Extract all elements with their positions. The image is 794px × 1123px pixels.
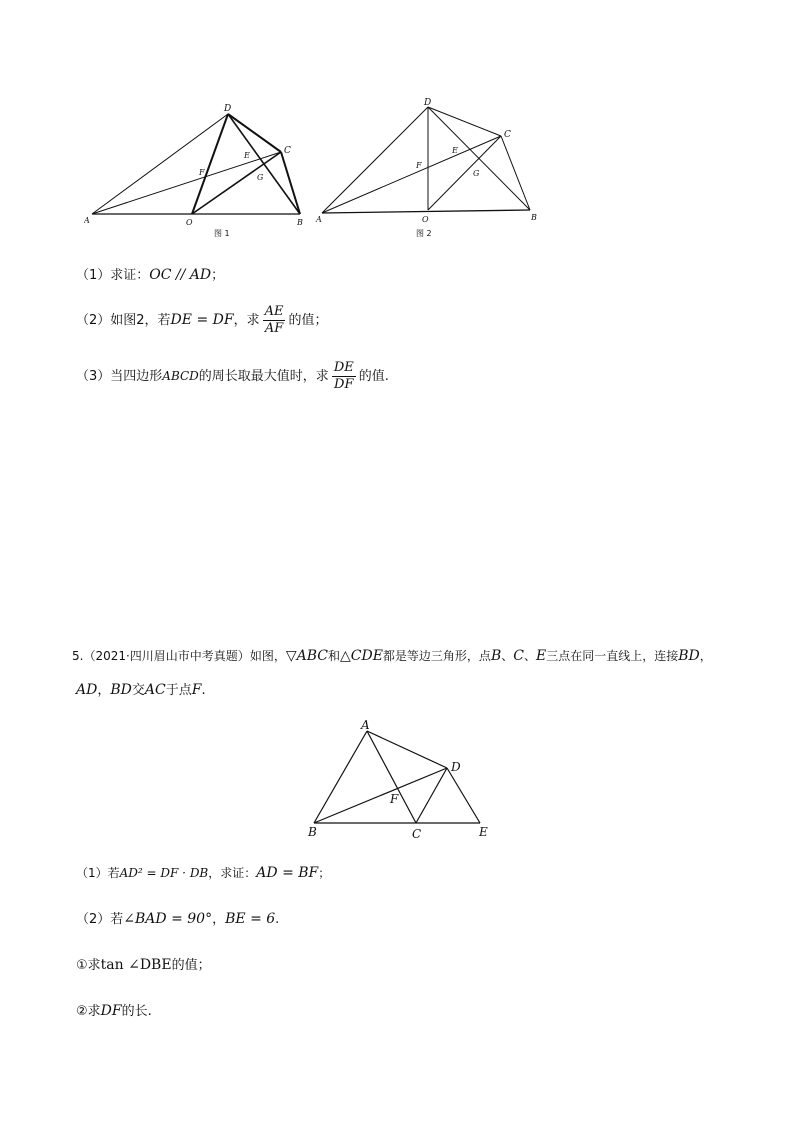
fig2-label-E: E xyxy=(452,146,458,155)
q4-part3-quad: ABCD xyxy=(162,369,199,383)
fig1-label-A: A xyxy=(84,216,90,225)
q5-part1-condition: AD² = DF · DB xyxy=(119,866,209,880)
q5-part2-sub1-expr: tan ∠DBE xyxy=(100,957,172,973)
fig1-label-F: F xyxy=(199,168,205,177)
q5-fig-label-C: C xyxy=(412,827,422,841)
q5-part1-goal: AD = BF xyxy=(256,865,319,881)
q4-part2-condition: DE = DF xyxy=(170,312,234,328)
figure-2 xyxy=(312,96,550,240)
fig1-label-D: D xyxy=(224,104,232,114)
q5-intro-line1: 5.（2021·四川眉山市中考真题）如图，▽ABC和△CDE都是等边三角形，点B、C、E三点在同一直线上，连接BD， xyxy=(72,648,712,664)
fig1-label-G: G xyxy=(257,173,264,182)
figure-q5 xyxy=(300,712,500,842)
q5-part2-condition-length: BE = 6 xyxy=(225,911,276,927)
q5-part2-condition-angle: ∠BAD = 90° xyxy=(123,911,213,927)
q4-part1: （1）求证：OC // AD； xyxy=(76,267,225,283)
q4-part3-fraction: $\frac{DE}{DF}$ xyxy=(333,360,354,392)
fig2-label-B: B xyxy=(531,213,537,222)
q5-part2-sub1: ①求tan ∠DBE的值； xyxy=(76,957,211,973)
fig2-caption: 图 2 xyxy=(416,229,432,238)
fig2-label-F: F xyxy=(416,161,422,170)
q5-fig-label-B: B xyxy=(308,825,317,839)
fig1-caption: 图 1 xyxy=(214,229,230,238)
q5-intro-line2: AD，BD交AC于点F. xyxy=(76,682,206,698)
fig1-label-C: C xyxy=(284,146,291,156)
fig2-label-A: A xyxy=(316,215,322,224)
q5-part1: （1）若AD² = DF · DB，求证：AD = BF； xyxy=(76,865,331,881)
q5-fig-label-F: F xyxy=(390,792,399,806)
q5-part2-sub2: ②求DF的长. xyxy=(76,1003,152,1019)
q5-fig-label-E: E xyxy=(479,825,488,839)
fig2-label-G: G xyxy=(473,169,480,178)
q4-part3: （3）当四边形ABCD的周长取最大值时，求 $\frac{DE}{DF}$ 的值. xyxy=(76,360,389,392)
q5-fig-label-A: A xyxy=(361,718,370,732)
q5-part2-sub2-expr: DF xyxy=(100,1003,122,1019)
q4-part2: （2）如图2，若DE = DF，求 $\frac{AE}{AF}$ 的值； xyxy=(76,304,328,336)
fig2-label-D: D xyxy=(424,98,432,108)
fig2-label-O: O xyxy=(422,215,429,224)
q4-part2-fraction: $\frac{AE}{AF}$ xyxy=(264,304,284,336)
fig1-label-B: B xyxy=(297,218,303,227)
fig2-label-C: C xyxy=(504,130,511,140)
q5-part2: （2）若∠BAD = 90°，BE = 6. xyxy=(76,911,280,927)
q4-part1-math: OC // AD xyxy=(149,267,212,283)
figure-1 xyxy=(84,100,316,240)
fig1-label-O: O xyxy=(186,218,193,227)
q5-fig-label-D: D xyxy=(451,760,461,774)
fig1-label-E: E xyxy=(244,151,250,160)
